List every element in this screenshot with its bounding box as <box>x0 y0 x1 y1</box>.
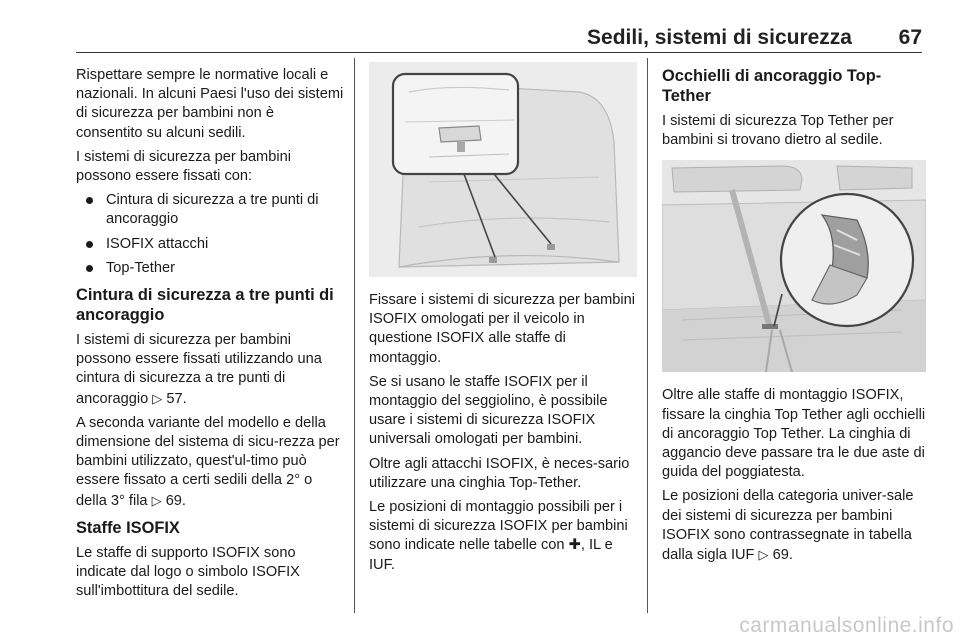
page-ref[interactable]: 57. <box>166 390 187 407</box>
isofix-seat-illustration <box>369 62 637 277</box>
paragraph: Oltre alle staffe di montaggio ISOFIX, fissare la cinghia Top Tether agli occhielli di ancoraggio Top Tether. La cinghia di aggancio deve passare tra le due aste di guida del poggiatesta. <box>662 387 926 481</box>
page-title: Sedili, sistemi di sicurezza <box>587 26 852 49</box>
paragraph: Rispettare sempre le normative locali e nazionali. In alcuni Paesi l'uso dei sistemi di sicurezza per bambini non è consentito su alcuni sedili. <box>76 67 344 141</box>
paragraph: Le posizioni della categoria univer-sale dei sistemi di sicurezza per bambini ISOFIX sono contrassegnate in tabella dalla sigla IUF ▷ 69. <box>662 488 914 564</box>
column-divider-2 <box>647 58 648 613</box>
page-header <box>76 26 922 53</box>
column-3 <box>662 66 926 570</box>
column-1 <box>76 66 344 606</box>
bullet-list <box>76 191 344 278</box>
paragraph: I sistemi di sicurezza per bambini possono essere fissati con: <box>76 148 291 185</box>
paragraph: I sistemi di sicurezza per bambini possono essere fissati utilizzando una cintura di sicurezza a tre punti di ancoraggio ▷ 57. <box>76 332 322 407</box>
paragraph: A seconda variante del modello e della dimensione del sistema di sicu-rezza per bambini utilizzato, quest'ul-timo può essere fissato a certi sedili della 2° o della 3° fila ▷ 69. <box>76 414 340 509</box>
paragraph: Oltre agli attacchi ISOFIX, è neces-sario utilizzare una cinghia Top-Tether. <box>369 455 630 491</box>
section-heading: Occhielli di ancoraggio Top-Tether <box>662 67 882 105</box>
top-tether-anchor-illustration <box>662 160 926 372</box>
paragraph: Se si usano le staffe ISOFIX per il montaggio del seggiolino, è possibile usare i sistemi di sicurezza ISOFIX universali omologati per bambini. <box>369 373 608 448</box>
column-divider-1 <box>354 58 355 613</box>
page-ref-arrow-icon: ▷ <box>151 492 162 508</box>
list-item: Top-Tether <box>76 259 344 278</box>
page-ref[interactable]: 69. <box>165 492 186 509</box>
paragraph: Le posizioni di montaggio possibili per i sistemi di sicurezza ISOFIX per bambini sono indicate nelle tabelle con ✚, IL e IUF. <box>369 499 628 573</box>
section-heading: Staffe ISOFIX <box>76 518 180 537</box>
watermark: carmanualsonline.info <box>739 614 954 637</box>
page-ref-arrow-icon: ▷ <box>152 390 163 406</box>
isofix-symbol-icon: ✚ <box>568 537 581 554</box>
section-heading: Cintura di sicurezza a tre punti di ancoraggio <box>76 286 334 325</box>
list-item: ISOFIX attacchi <box>76 235 344 254</box>
page-ref[interactable]: 69. <box>772 547 793 564</box>
list-item: Cintura di sicurezza a tre punti di ancoraggio <box>76 191 344 229</box>
column-2 <box>369 62 637 580</box>
page-number: 67 <box>898 26 922 49</box>
page-ref-arrow-icon: ▷ <box>758 547 769 563</box>
paragraph: I sistemi di sicurezza Top Tether per bambini si trovano dietro al sedile. <box>662 113 894 149</box>
paragraph: Fissare i sistemi di sicurezza per bambini ISOFIX omologati per il veicolo in questione ISOFIX alle staffe di montaggio. <box>369 292 636 366</box>
paragraph: Le staffe di supporto ISOFIX sono indicate dal logo o simbolo ISOFIX sull'imbottitura del sedile. <box>76 544 300 600</box>
